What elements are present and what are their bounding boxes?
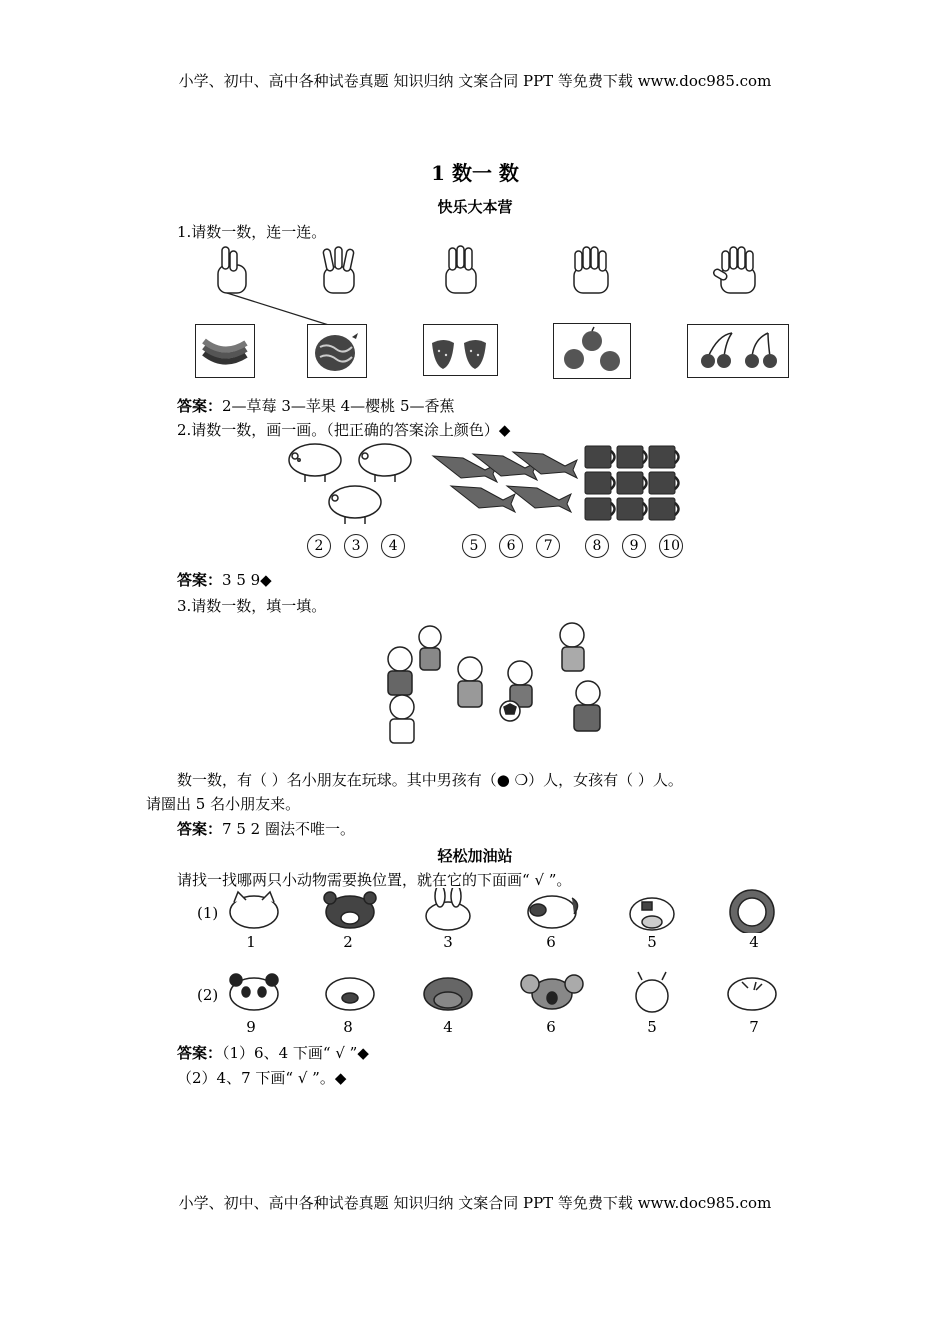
cherry-icon (688, 325, 788, 377)
choice-circle[interactable]: 4 (381, 534, 405, 558)
answer-label: 答案： (177, 397, 223, 415)
goat-face-icon (636, 972, 668, 1012)
animal-number: 1 (246, 933, 256, 951)
row-2-tag: (2) (197, 986, 219, 1004)
choice-circle[interactable]: 7 (536, 534, 560, 558)
bear-face-icon (324, 892, 376, 928)
pig-icon (289, 444, 411, 524)
connecting-line (227, 293, 335, 327)
koala-face-icon (521, 975, 583, 1009)
rabbit-face-icon (426, 888, 470, 930)
answer-1 (177, 395, 455, 416)
fruit-box-cherry (687, 324, 789, 378)
strawberry-icon (424, 325, 497, 375)
choice-group-cups (585, 534, 683, 558)
choice-group-fish (462, 534, 560, 558)
animal-row-2-numbers (222, 1018, 792, 1038)
choice-circle[interactable]: 2 (307, 534, 331, 558)
choice-circle[interactable]: 9 (622, 534, 646, 558)
answer-2 (177, 569, 272, 590)
question-1-text: 1.请数一数，连一连。 (177, 223, 327, 241)
apple-icon (554, 324, 630, 378)
answer-4-line-2: （2）4、7 下画“ √ ”。◆ (177, 1069, 347, 1087)
cup-icon (585, 446, 679, 520)
hand-three-fingers-icon (446, 246, 476, 293)
question-3-line-2: 请圈出 5 名小朋友来。 (146, 795, 301, 813)
choice-circle[interactable]: 8 (585, 534, 609, 558)
count-objects-row (285, 440, 705, 530)
animal-number: 9 (246, 1018, 256, 1036)
swordfish-icon (433, 452, 577, 512)
question-4-text: 请找一找哪两只小动物需要换位置，就在它的下面画“ √ ”。 (177, 871, 572, 889)
choice-group-pigs (307, 534, 405, 558)
animal-row-1-numbers (222, 933, 792, 953)
answer-text: 7 5 2 圈法不唯一。 (222, 820, 355, 838)
section-heading-2: 轻松加油站 (437, 847, 513, 865)
animal-number: 3 (443, 933, 453, 951)
question-3-line-1: 数一数，有（ ）名小朋友在玩球。其中男孩有（● ❍）人，女孩有（ ）人。 (177, 771, 683, 789)
hand-four-fingers-icon (574, 247, 608, 293)
fruit-box-strawberry (423, 324, 498, 376)
answer-label: 答案： (177, 1044, 223, 1062)
answer-text: 3 5 9◆ (222, 571, 272, 589)
panda-face-icon (230, 974, 278, 1010)
animal-number: 7 (749, 1018, 759, 1036)
answer-4-line-1 (177, 1042, 369, 1063)
answer-text: 2—草莓 3—苹果 4—樱桃 5—香蕉 (222, 397, 455, 415)
animal-number: 6 (546, 1018, 556, 1036)
answer-3 (177, 818, 355, 839)
choice-circle[interactable]: 10 (659, 534, 683, 558)
animal-number: 4 (443, 1018, 453, 1036)
animal-number: 4 (749, 933, 759, 951)
fruit-box-apple (553, 323, 631, 379)
fruit-box-watermelon (307, 324, 367, 378)
watermelon-icon (308, 325, 366, 377)
page-footer: 小学、初中、高中各种试卷真题 知识归纳 文案合同 PPT 等免费下载 www.doc985.com (178, 1194, 772, 1212)
hand-five-fingers-icon (712, 247, 755, 293)
hippo-face-icon (424, 978, 472, 1010)
animal-number: 8 (343, 1018, 353, 1036)
cat-face-icon (230, 892, 278, 928)
choice-circle[interactable]: 3 (344, 534, 368, 558)
answer-label: 答案： (177, 820, 223, 838)
section-heading-1: 快乐大本营 (437, 198, 513, 216)
fruit-box-banana (195, 324, 255, 378)
hand-two-fingers-icon (218, 247, 246, 293)
page-header: 小学、初中、高中各种试卷真题 知识归纳 文案合同 PPT 等免费下载 www.doc985.com (178, 72, 772, 90)
row-1-tag: (1) (197, 904, 219, 922)
page-title: 1 数一 数 (431, 161, 519, 185)
tiger-face-icon (728, 978, 776, 1010)
pig-face-icon (326, 978, 374, 1010)
answer-label: 答案： (177, 571, 223, 589)
animal-number: 5 (647, 1018, 657, 1036)
children-playing-illustration (360, 615, 625, 760)
animal-number: 6 (546, 933, 556, 951)
animal-row-1 (222, 888, 792, 933)
animal-number: 5 (647, 933, 657, 951)
dog-face-icon (528, 896, 578, 928)
hand-three-fingers-icon (323, 247, 355, 293)
answer-text: （1）6、4 下画“ √ ”◆ (222, 1044, 369, 1062)
choice-circle[interactable]: 5 (462, 534, 486, 558)
question-2-text: 2.请数一数，画一画。（把正确的答案涂上颜色）◆ (177, 421, 511, 439)
question-3-text: 3.请数一数，填一填。 (177, 597, 327, 615)
lion-face-icon (730, 890, 774, 933)
banana-icon (196, 325, 254, 377)
animal-row-2 (222, 968, 792, 1014)
choice-circle[interactable]: 6 (499, 534, 523, 558)
animal-number: 2 (343, 933, 353, 951)
cow-face-icon (630, 898, 674, 930)
